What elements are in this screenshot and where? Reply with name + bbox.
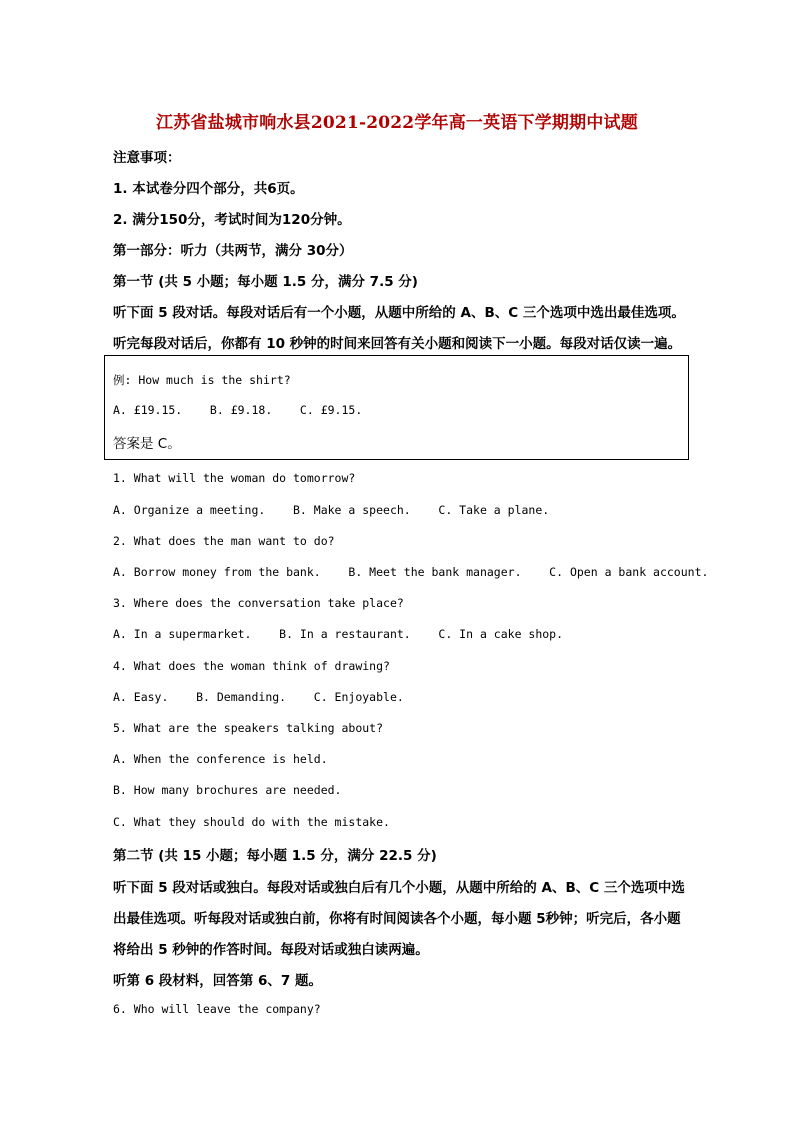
example-box xyxy=(104,355,689,460)
example-options: A. £19.15. B. £9.18. C. £9.15. xyxy=(113,403,363,417)
notice-item-2: 2. 满分150分，考试时间为120分钟。 xyxy=(113,212,351,228)
example-answer: 答案是 C。 xyxy=(113,436,181,452)
question-6: 6. Who will leave the company? xyxy=(113,1002,321,1016)
question-5-option-a: A. When the conference is held. xyxy=(113,752,328,766)
question-5: 5. What are the speakers talking about? xyxy=(113,721,384,735)
page-title: 江苏省盐城市响水县2021-2022学年高一英语下学期期中试题 xyxy=(156,113,638,133)
part1-heading: 第一部分：听力（共两节，满分 30分） xyxy=(113,243,353,259)
question-3-options: A. In a supermarket. B. In a restaurant. C. In a cake shop. xyxy=(113,627,564,641)
section1-instruction-2: 听完每段对话后，你都有 10 秒钟的时间来回答有关小题和阅读下一小题。每段对话仅读一遍。 xyxy=(113,336,682,352)
material-6-heading: 听第 6 段材料，回答第 6、7 题。 xyxy=(113,973,322,989)
question-2: 2. What does the man want to do? xyxy=(113,534,335,548)
section1-instruction-1: 听下面 5 段对话。每段对话后有一个小题，从题中所给的 A、B、C 三个选项中选出最佳选项。 xyxy=(113,305,685,321)
notice-heading: 注意事项： xyxy=(113,150,181,166)
section2-instruction-2: 出最佳选项。听每段对话或独白前，你将有时间阅读各个小题，每小题 5秒钟；听完后，各小题 xyxy=(113,911,681,927)
question-5-option-c: C. What they should do with the mistake. xyxy=(113,815,390,829)
notice-item-1: 1. 本试卷分四个部分，共6页。 xyxy=(113,181,304,197)
question-4-options: A. Easy. B. Demanding. C. Enjoyable. xyxy=(113,690,404,704)
example-question: 例: How much is the shirt? xyxy=(113,373,291,387)
section2-instruction-1: 听下面 5 段对话或独白。每段对话或独白后有几个小题，从题中所给的 A、B、C 三个选项中选 xyxy=(113,880,685,896)
question-1-options: A. Organize a meeting. B. Make a speech. C. Take a plane. xyxy=(113,503,550,517)
question-1: 1. What will the woman do tomorrow? xyxy=(113,471,356,485)
section1-heading: 第一节 (共 5 小题；每小题 1.5 分，满分 7.5 分) xyxy=(113,274,418,290)
section2-instruction-3: 将给出 5 秒钟的作答时间。每段对话或独白读两遍。 xyxy=(113,942,429,958)
question-2-options: A. Borrow money from the bank. B. Meet the bank manager. C. Open a bank account. xyxy=(113,565,709,579)
question-5-option-b: B. How many brochures are needed. xyxy=(113,783,342,797)
question-4: 4. What does the woman think of drawing? xyxy=(113,659,390,673)
section2-heading: 第二节 (共 15 小题；每小题 1.5 分，满分 22.5 分) xyxy=(113,848,437,864)
question-3: 3. Where does the conversation take place? xyxy=(113,596,404,610)
